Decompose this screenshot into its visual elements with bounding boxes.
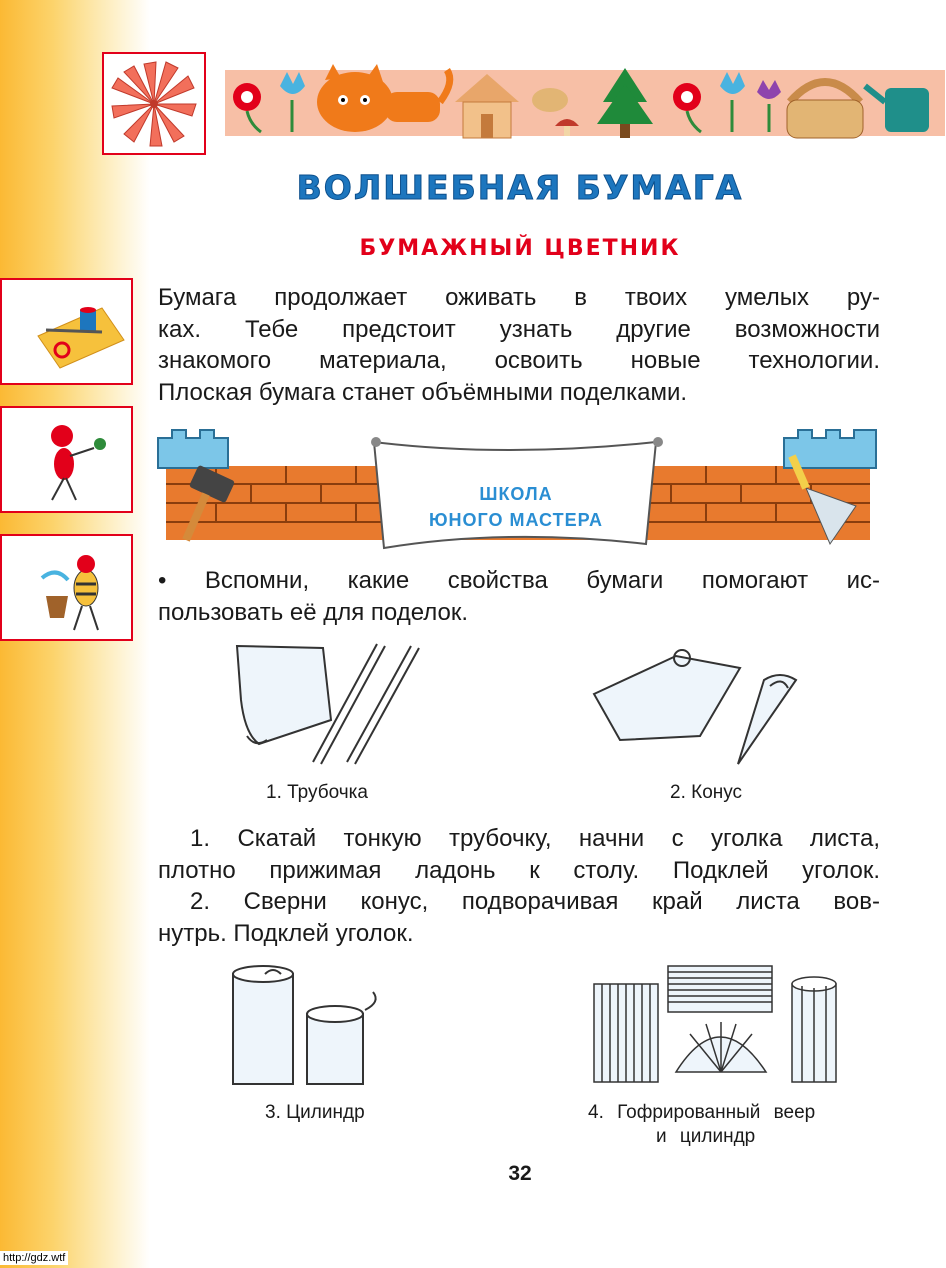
ant-with-flower-icon — [2, 408, 131, 511]
figure-caption-tube: 1. Трубочка — [266, 782, 368, 803]
intro-paragraph — [158, 282, 880, 408]
text-line: 2. Сверни конус, подворачивая край листа вов- — [190, 888, 880, 915]
text-line: нутрь. Подклей уголок. — [158, 919, 414, 947]
page-title: ВОЛШЕБНАЯ БУМАГА — [296, 168, 744, 207]
bee-icon-box — [0, 534, 133, 641]
figure-caption-cone: 2. Конус — [670, 782, 743, 803]
text-line: плотно прижимая ладонь к столу. Подклей уголок. — [158, 856, 880, 884]
text-line: Плоская бумага станет объёмными поделками. — [158, 378, 688, 406]
text-line: ках. Тебе предстоит узнать другие возможности — [158, 315, 880, 343]
text-line: Бумага продолжает оживать в твоих умелых ру- — [158, 284, 880, 311]
text-line: знакомого материала, освоить новые технологии. — [158, 347, 880, 374]
bee-with-basket-icon — [2, 536, 131, 639]
watermark-url[interactable]: http://gdz.wtf — [0, 1251, 68, 1265]
banner-text-line2: ЮНОГО МАСТЕРА — [428, 510, 604, 530]
cookie-icon — [532, 88, 568, 112]
figure-cylinder-illustration — [225, 962, 385, 1090]
instructions-paragraph — [158, 823, 880, 949]
brick-wall-banner — [156, 428, 880, 552]
text-line: • Вспомни, какие свойства бумаги помогают ис- — [158, 567, 880, 594]
figure-caption-corrugated-line1: 4. Гофрированный веер — [588, 1102, 816, 1123]
figure-tube-illustration — [215, 640, 425, 765]
left-tower — [158, 430, 228, 468]
page-number: 32 — [508, 1162, 532, 1185]
figure-corrugated-illustration — [590, 962, 845, 1087]
paper-fan-icon — [104, 54, 204, 153]
text-line: пользовать её для поделок. — [158, 598, 469, 626]
header-decoration — [225, 62, 945, 150]
ant-icon-box — [0, 406, 133, 513]
craft-tools-icon — [2, 280, 131, 383]
craft-tools-icon-box — [0, 278, 133, 385]
figure-caption-corrugated-line2: и цилиндр — [656, 1126, 756, 1147]
figure-caption-cylinder: 3. Цилиндр — [265, 1102, 365, 1123]
page-subtitle: БУМАЖНЫЙ ЦВЕТНИК — [359, 236, 681, 261]
figure-cone-illustration — [590, 640, 815, 765]
banner-text-line1: ШКОЛА — [479, 484, 553, 504]
question-paragraph — [158, 565, 880, 628]
paper-fan-icon-box — [102, 52, 206, 155]
text-line: 1. Скатай тонкую трубочку, начни с уголка листа, — [190, 825, 880, 852]
